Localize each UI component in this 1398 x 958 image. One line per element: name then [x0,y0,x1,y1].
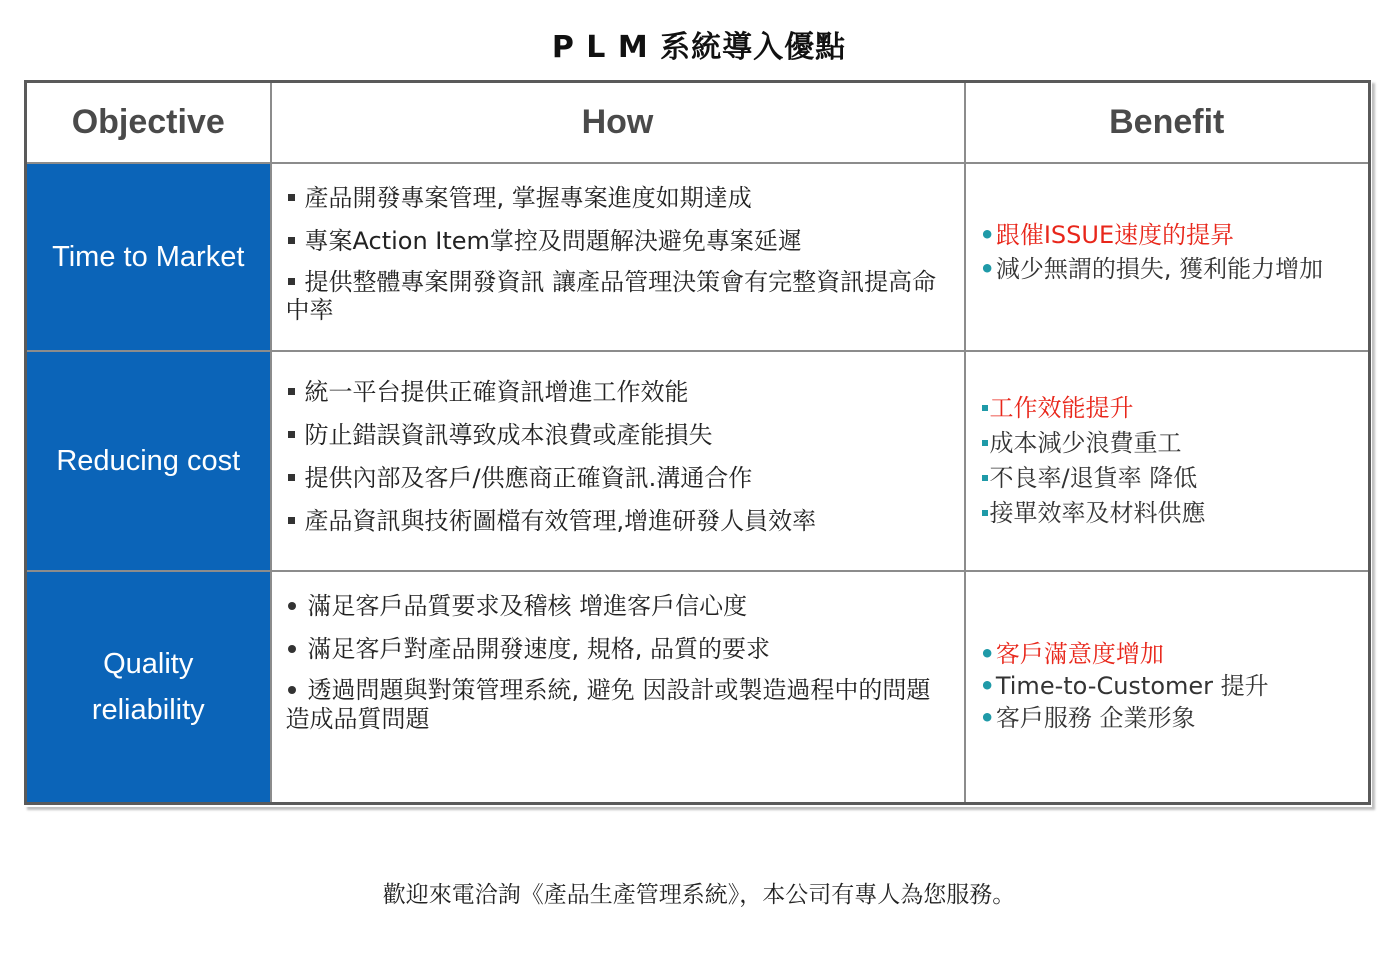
list-item: •跟催ISSUE速度的提昇 [979,221,1235,249]
square-bullet-icon [288,278,295,285]
benefit-cell [965,571,1370,803]
dot-bullet-icon: • [979,704,995,732]
objective-time-to-market [26,163,271,351]
table-row [26,163,1370,351]
dot-bullet-icon: • [979,640,995,668]
header-how: How [271,82,965,164]
list-item: 成本減少浪費重工 [980,426,1355,461]
table-header-row [26,82,1370,164]
objective-quality-reliability [26,571,271,803]
list-item: 產品資訊與技術圖檔有效管理,增進研發人員效率 [286,505,950,537]
how-cell [271,571,965,803]
square-bullet-icon [982,475,988,481]
table-row [26,351,1370,571]
benefit-list [980,391,1355,531]
list-item: 產品開發專案管理, 掌握專案進度如期達成 [286,182,950,214]
list-item: 提供內部及客戶/供應商正確資訊.溝通合作 [286,462,950,494]
header-objective: Objective [26,82,271,164]
list-item: 工作效能提升 [980,391,1355,426]
dot-bullet-icon [288,645,296,653]
list-item: 不良率/退貨率 降低 [980,461,1355,496]
how-list [286,376,950,537]
square-bullet-icon [288,388,295,395]
plm-benefits-table [24,80,1371,805]
benefit-list [980,638,1355,735]
objective-label: Reducing cost [56,445,241,477]
list-item: 專案Action Item掌控及問題解決避免專案延遲 [286,225,950,257]
how-cell [271,163,965,351]
objective-label: Time to Market [52,241,245,273]
benefit-cell [965,163,1370,351]
list-item: 滿足客戶對產品開發速度, 規格, 品質的要求 [286,633,950,665]
list-item: •Time-to-Customer 提升 [979,672,1269,700]
dot-bullet-icon [288,602,296,610]
footer-contact-note: 歡迎來電洽詢《產品生產管理系統》，本公司有專人為您服務。 [382,882,1016,908]
square-bullet-icon [288,194,295,201]
square-bullet-icon [288,431,295,438]
list-item: 防止錯誤資訊導致成本浪費或產能損失 [286,419,950,451]
list-item: 滿足客戶品質要求及稽核 增進客戶信心度 [286,590,950,622]
objective-label-line-2: reliability [91,693,205,726]
square-bullet-icon [982,440,988,446]
page-title: P L M 系統導入優點 [551,30,847,65]
benefit-list [980,218,1355,286]
plm-benefits-table-wrapper [24,80,1372,807]
objective-reducing-cost [26,351,271,571]
list-item: 提供整體專案開發資訊 讓產品管理決策會有完整資訊提高命中率 [285,267,937,324]
how-list [286,182,950,324]
list-item: •減少無謂的損失, 獲利能力增加 [979,255,1324,283]
square-bullet-icon [288,517,295,524]
dot-bullet-icon: • [979,255,995,283]
list-item: 透過問題與對策管理系統, 避免 因設計或製造過程中的問題造成品質問題 [285,676,931,733]
dot-bullet-icon [288,686,296,694]
square-bullet-icon [982,405,988,411]
how-list [286,590,950,734]
list-item: •客戶滿意度增加 [979,640,1164,668]
square-bullet-icon [288,474,295,481]
benefit-cell [965,351,1370,571]
how-cell [271,351,965,571]
table-row [26,571,1370,803]
list-item: 接單效率及材料供應 [980,496,1355,531]
dot-bullet-icon: • [979,672,995,700]
square-bullet-icon [982,510,988,516]
dot-bullet-icon: • [979,221,995,249]
square-bullet-icon [288,237,295,244]
objective-label-line-1: Quality [103,647,194,680]
list-item: 統一平台提供正確資訊增進工作效能 [286,376,950,408]
list-item: •客戶服務 企業形象 [979,704,1196,732]
header-benefit: Benefit [965,82,1370,164]
